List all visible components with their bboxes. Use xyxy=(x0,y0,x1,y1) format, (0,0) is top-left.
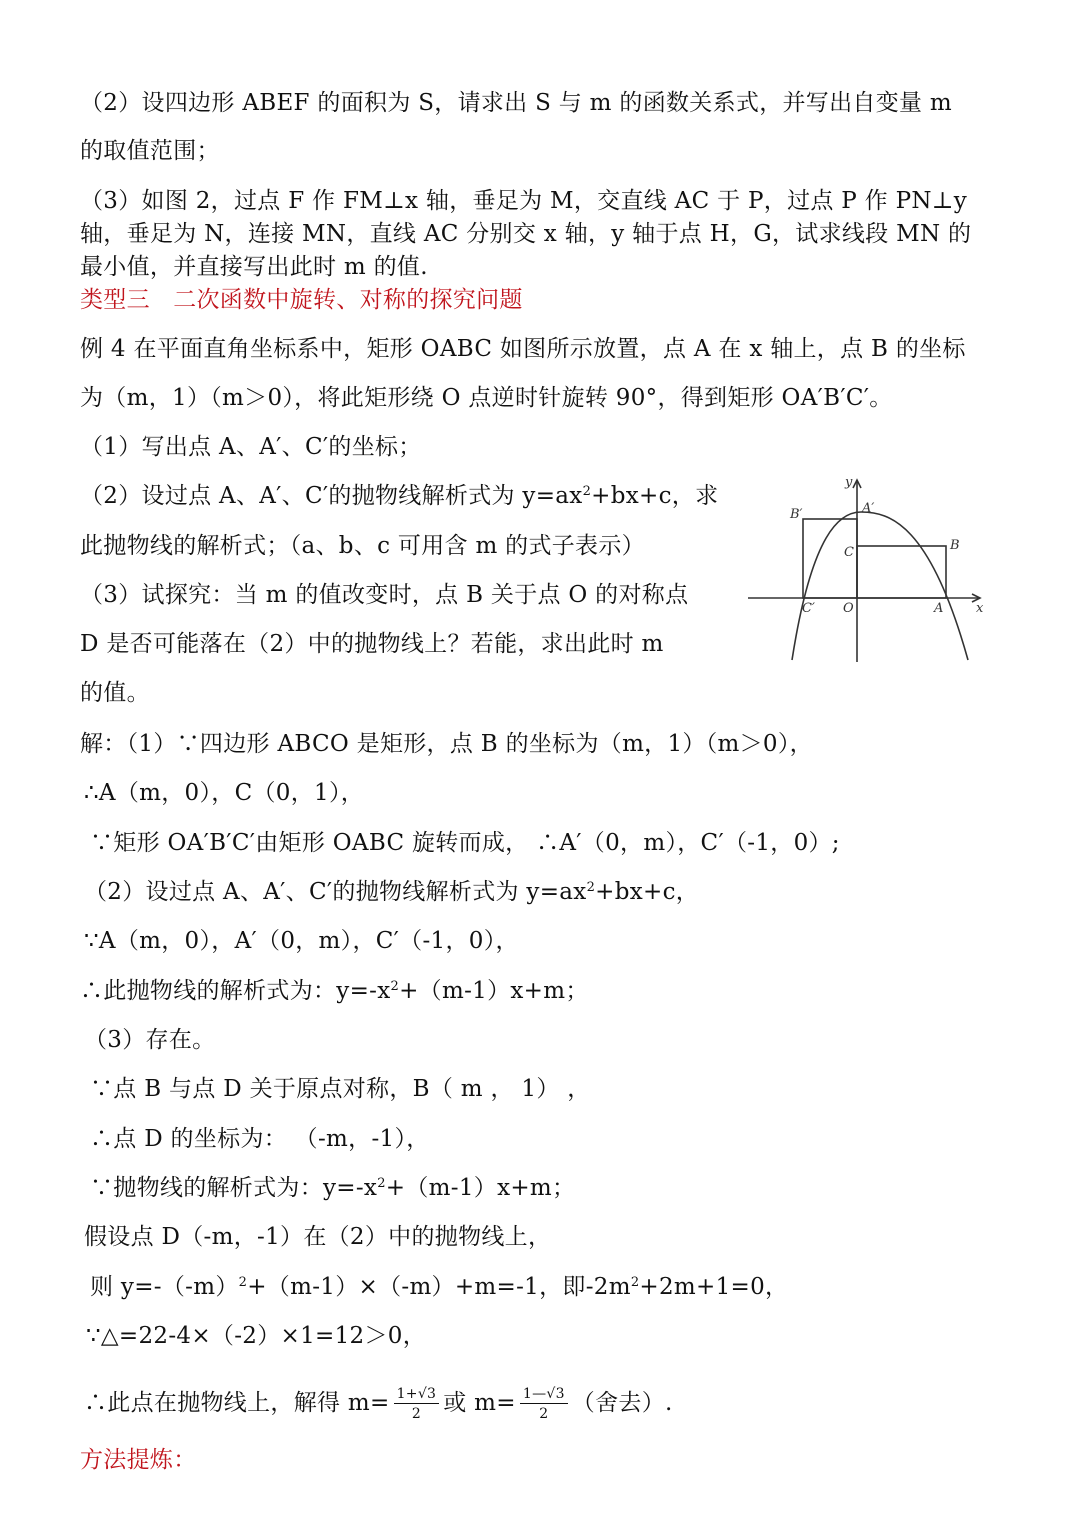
text-line: （3）存在。 xyxy=(84,1027,216,1053)
text-line: （2）设过点 A、A′、C′的抛物线解析式为 $y=ax^2+bx+c$，求 xyxy=(80,483,719,509)
text-line: ∴A（m，0），C（0，1）， xyxy=(84,780,365,806)
text-line: 的取值范围； xyxy=(80,138,220,164)
text-line: （3）试探究：当 m 的值改变时，点 B 关于点 O 的对称点 xyxy=(80,582,689,608)
label-x: x xyxy=(976,601,984,616)
label-b-prime: B′ xyxy=(790,507,803,522)
text-line: 假设点 D（-m，-1）在（2）中的抛物线上， xyxy=(84,1224,552,1250)
label-a: A xyxy=(934,601,944,616)
text-line: ∵矩形 OA′B′C′由矩形 OABC 旋转而成， ∴A′（0，m），C′（-1，0）; xyxy=(90,830,840,856)
rectangle-oabc xyxy=(857,546,946,598)
text-line: 此抛物线的解析式；（a、b、c 可用含 m 的式子表示） xyxy=(80,533,645,559)
text-line: 轴，垂足为 N，连接 MN，直线 AC 分别交 x 轴，y 轴于点 H，G，试求线段 MN 的 xyxy=(80,221,972,247)
text-line: 的值。 xyxy=(80,680,150,706)
text-line: ∴此点在抛物线上，解得 m= $\frac{1+√3}{2}$ 或 m= $\frac{1—√3}{2}$ （舍去）. xyxy=(84,1386,673,1422)
parabola xyxy=(792,512,968,660)
text-line: ∵A（m，0），A′（0，m），C′（-1，0）， xyxy=(84,928,519,954)
label-b: B xyxy=(950,538,960,553)
text-line: 最小值，并直接写出此时 m 的值. xyxy=(80,254,428,280)
fraction-1: $\frac{1+√3}{2}$ xyxy=(394,1386,440,1422)
text-line: （3）如图 2，过点 F 作 FM⊥x 轴，垂足为 M，交直线 AC 于 P，过点 P 作 PN⊥y xyxy=(80,188,968,214)
method-heading: 方法提炼： xyxy=(80,1447,197,1473)
text-line: ∴点 D 的坐标为： （-m，-1）， xyxy=(90,1126,430,1152)
section-heading: 类型三 二次函数中旋转、对称的探究问题 xyxy=(80,287,523,313)
label-o: O xyxy=(843,601,854,616)
text-line: ∴此抛物线的解析式为：$y=-x^2+(m-1)x+m$； xyxy=(80,978,589,1004)
text-line: （1）写出点 A、A′、C′的坐标； xyxy=(80,434,422,460)
text-line: ∵△=22-4×（-2）×1=12＞0， xyxy=(86,1323,427,1349)
text-line: 例 4 在平面直角坐标系中，矩形 OABC 如图所示放置，点 A 在 x 轴上，点 B 的坐标 xyxy=(80,336,966,362)
label-c-prime: C′ xyxy=(802,601,815,616)
text-line: 为（m，1）（m＞0），将此矩形绕 O 点逆时针旋转 90°，得到矩形 OA′B′C′。 xyxy=(80,385,893,411)
text-line: （2）设四边形 ABEF 的面积为 S，请求出 S 与 m 的函数关系式，并写出自变量 m xyxy=(80,90,953,116)
text-line: 则 $y=-(-m)^2+(m-1)\times(-m)+m=-1$，即$-2m^2+2m+1=0$， xyxy=(90,1274,789,1300)
text-line: D 是否可能落在（2）中的抛物线上？若能，求出此时 m xyxy=(80,631,664,657)
fraction-2: $\frac{1—√3}{2}$ xyxy=(520,1386,568,1422)
label-c: C xyxy=(844,545,854,560)
text-line: （2）设过点 A、A′、C′的抛物线解析式为 $y=ax^2+bx+c$， xyxy=(84,879,700,905)
coordinate-figure xyxy=(740,472,1000,672)
text-line: 解：（1）∵四边形 ABCO 是矩形，点 B 的坐标为（m，1）（m＞0）， xyxy=(80,731,813,757)
text-line: ∵抛物线的解析式为：$y=-x^2+(m-1)x+m$； xyxy=(90,1175,576,1201)
label-y: y xyxy=(845,475,853,490)
text-line: ∵点 B 与点 D 关于原点对称，B（ m ， 1） ， xyxy=(90,1076,591,1102)
label-a-prime: A′ xyxy=(862,501,875,516)
